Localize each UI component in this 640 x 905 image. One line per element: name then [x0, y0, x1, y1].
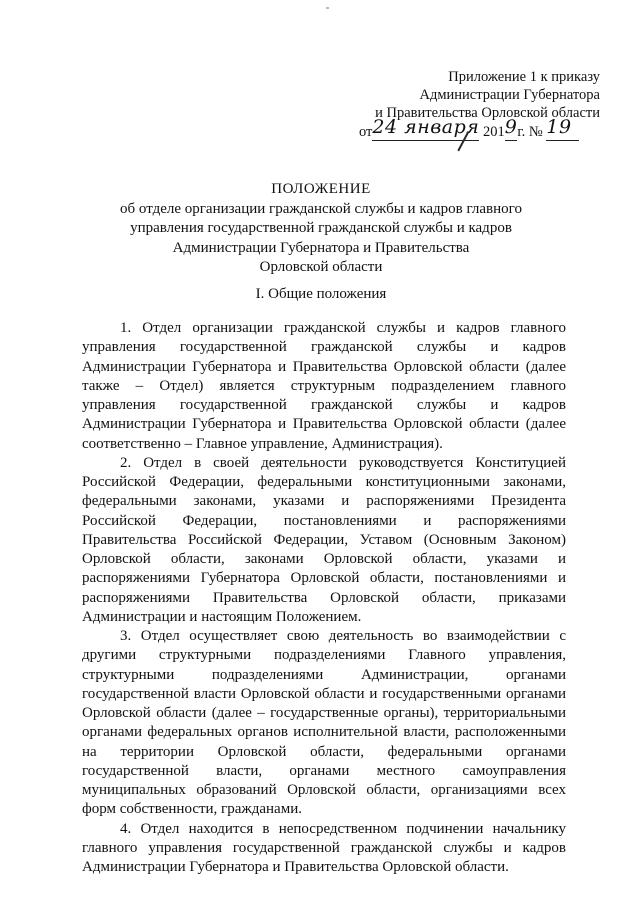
year-prefix: 201 — [482, 124, 505, 140]
paragraph-3: 3. Отдел осуществляет свою деятельность во взаимодействии с другими структурными подразделениями Главного управления, структурными подразделениями Администрации, органами государственной власти Орловской области и государственными органами Орловской области (далее – государственные органы), территориальными органами федеральных органов исполнительной власти, расположенными на территории Орловской области, федеральными органами государственной власти, органами местного самоуправления муниципальных образований Орловской области, организациями всех форм собственности, гражданами. — [82, 628, 566, 818]
document-title-block — [80, 180, 562, 278]
year-field — [504, 116, 518, 141]
paragraph-4: 4. Отдел находится в непосредственном подчинении начальнику главного управления государственной гражданской службы и кадров Администрации Губернатора и Правительства Орловской области. — [82, 820, 566, 875]
number-field — [546, 116, 578, 141]
handwritten-year-digit: 9 — [504, 116, 518, 138]
date-prefix: от — [359, 124, 373, 140]
handwritten-number: 19 — [546, 116, 572, 138]
appendix-header — [340, 68, 600, 122]
section-heading: I. Общие положения — [255, 286, 387, 302]
document-body — [82, 319, 566, 877]
paragraph-2: 2. Отдел в своей деятельности руководствуется Конституцией Российской Федерации, федеральными конституционными законами, федеральными законами, указами и распоряжениями Президента Российской Федерации, постановлениями и распоряжениями Правительства Российской Федерации, Уставом (Основным Законом) Орловской области, законами Орловской области, указами и распоряжениями Губернатора Орловской области, постановлениями и распоряжениями Правительства Орловской области, приказами Администрации и настоящим Положением. — [82, 454, 566, 625]
handwritten-date: 24 января — [372, 116, 480, 138]
paragraph-1: 1. Отдел организации гражданской службы и кадров главного управления государственной гражданской службы и кадров Администрации Губернатора и Правительства Орловской области (далее также – Отдел) является структурным подразделением главного управления государственной гражданской службы и кадров Администрации Губернатора и Правительства Орловской области (далее соответственно – Главное управление, Администрация). — [82, 320, 566, 452]
appendix-line-2: Администрации Губернатора — [419, 87, 600, 103]
number-prefix: г. № — [517, 124, 543, 140]
scan-speck — [326, 7, 329, 9]
subtitle-line-1: об отделе организации гражданской службы и кадров главного — [120, 200, 522, 217]
order-date-line — [359, 116, 605, 148]
subtitle-line-4: Орловской области — [259, 259, 383, 275]
document-title: ПОЛОЖЕНИЕ — [271, 181, 371, 197]
subtitle-line-3: Администрации Губернатора и Правительства — [172, 239, 470, 256]
appendix-line-3: и Правительства Орловской области — [375, 105, 600, 121]
subtitle-line-2: управления государственной гражданской службы и кадров — [130, 220, 512, 236]
appendix-line-1: Приложение 1 к приказу — [448, 69, 600, 85]
